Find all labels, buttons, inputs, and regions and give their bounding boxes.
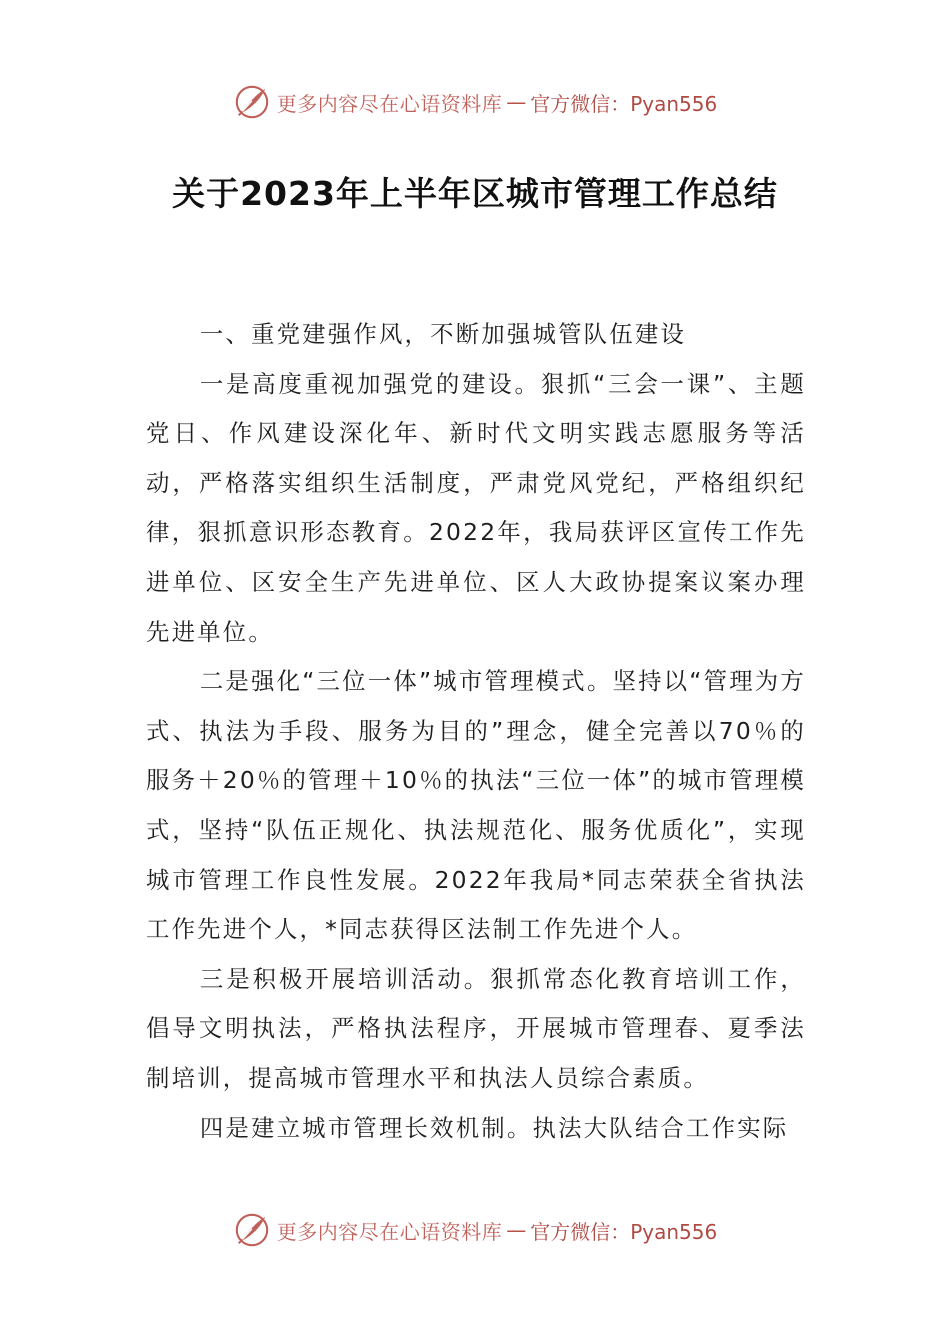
watermark-separator: — [506, 1218, 527, 1242]
quill-pen-logo-icon [233, 1211, 271, 1249]
watermark-site-text: 更多内容尽在心语资料库 [276, 1219, 503, 1244]
quill-pen-logo-icon [233, 83, 271, 121]
section-heading: 一、重党建强作风，不断加强城管队伍建设 [199, 320, 687, 348]
body-paragraph: 四是建立城市管理长效机制。执法大队结合工作实际 [199, 1113, 789, 1142]
footer-watermark [0, 1208, 950, 1252]
body-paragraph: 三是积极开展培训活动。狠抓常态化教育培训工作，倡导文明执法，严格执法程序，开展城市管理春、夏季法制培训，提高城市管理水平和执法人员综合素质。 [146, 964, 806, 1092]
watermark-site-text: 更多内容尽在心语资料库 [276, 91, 503, 116]
header-watermark [0, 80, 950, 124]
document-body [146, 310, 806, 1153]
watermark-wechat-text: 官方微信：Pyan556 [530, 91, 718, 116]
body-paragraph: 一是高度重视加强党的建设。狠抓“三会一课”、主题党日、作风建设深化年、新时代文明实践志愿服务等活动，严格落实组织生活制度，严肃党风党纪，严格组织纪律，狠抓意识形态教育。2022年，我局获评区宣传工作先进单位、区安全生产先进单位、区人大政协提案议案办理先进单位。 [146, 369, 806, 646]
watermark-separator: — [506, 90, 527, 114]
body-paragraph: 二是强化“三位一体”城市管理模式。坚持以“管理为方式、执法为手段、服务为目的”理念，健全完善以70％的服务＋20％的管理＋10％的执法“三位一体”的城市管理模式，坚持“队伍正规化、执法规范化、服务优质化”，实现城市管理工作良性发展。2022年我局*同志荣获全省执法工作先进个人，*同志获得区法制工作先进个人。 [146, 667, 806, 944]
document-title: 关于2023年上半年区城市管理工作总结 [172, 174, 778, 213]
watermark-wechat-text: 官方微信：Pyan556 [530, 1219, 718, 1244]
